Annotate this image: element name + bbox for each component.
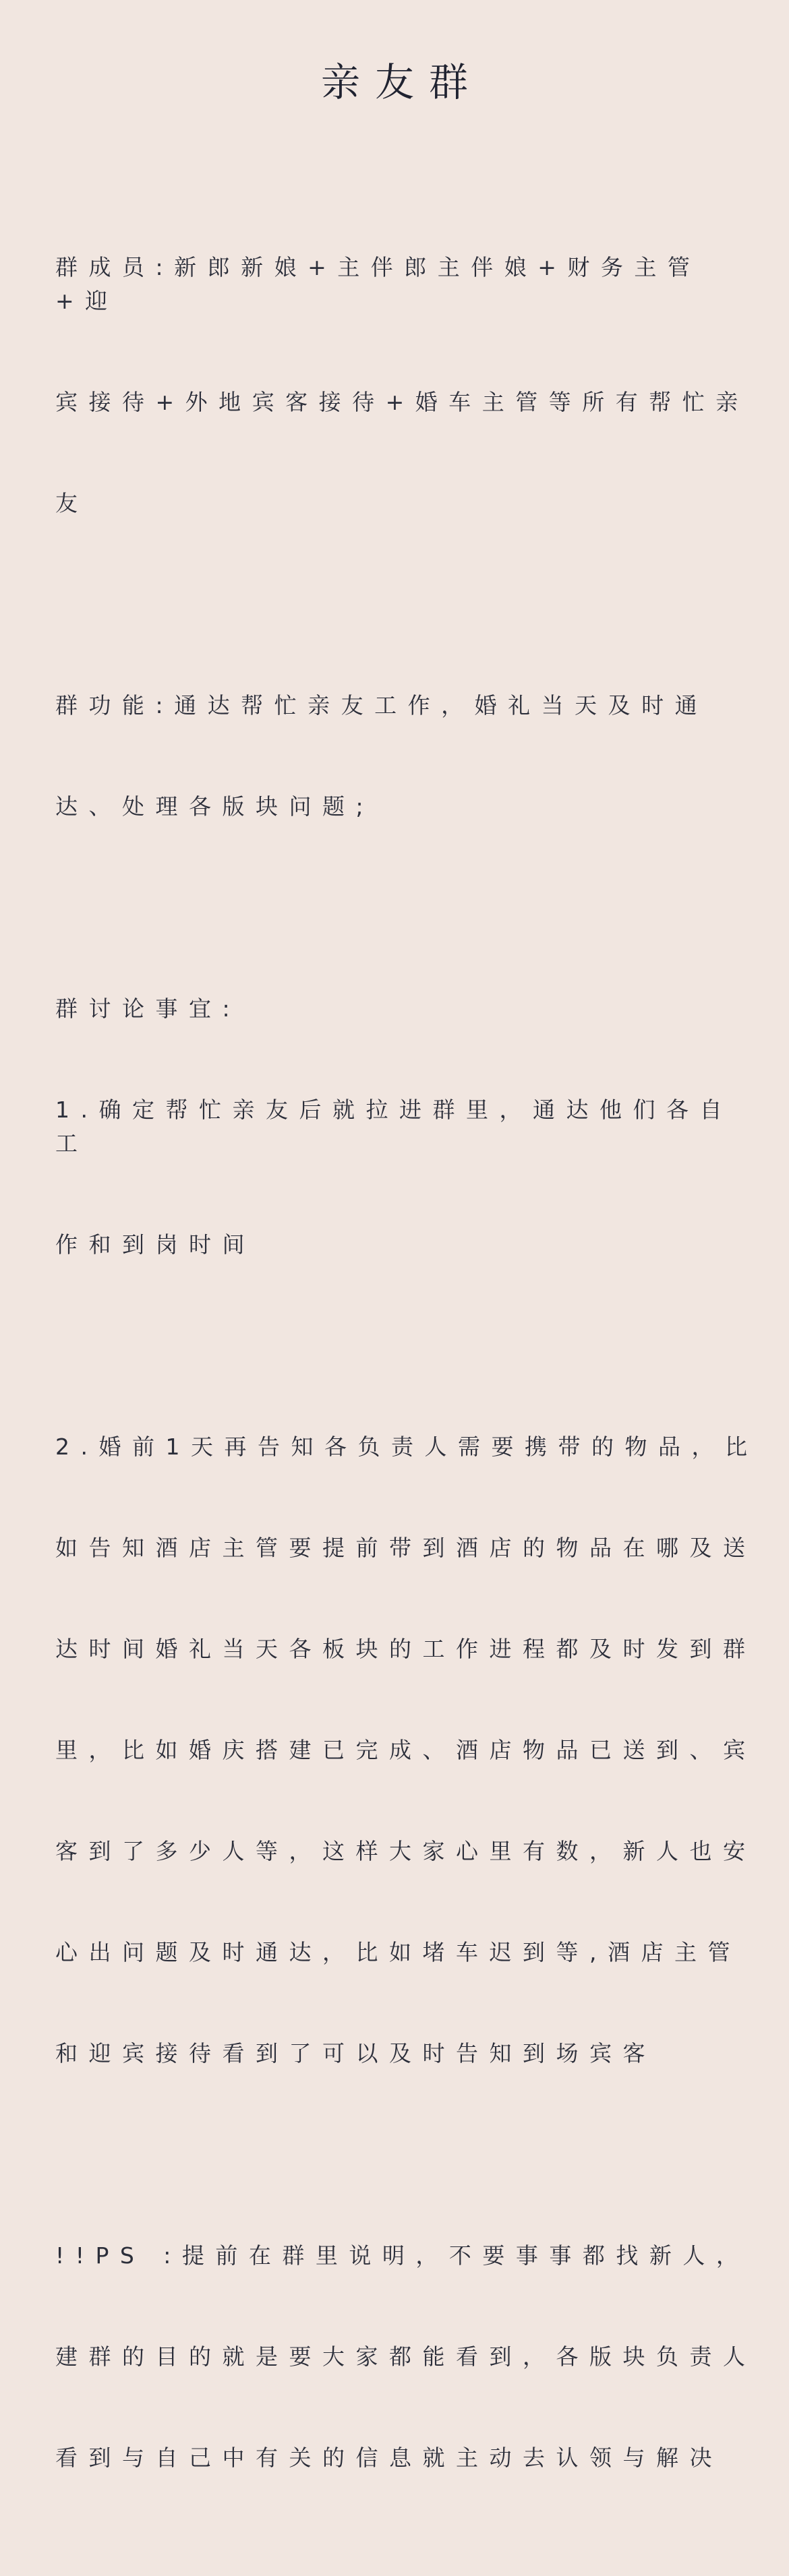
text-line: 和迎宾接待看到了可以及时告知到场宾客: [55, 2040, 656, 2066]
text-line: 友: [55, 490, 89, 516]
text-line: 2.婚前1天再告知各负责人需要携带的物品，比: [55, 1434, 759, 1460]
text-line: 群讨论事宜:: [55, 995, 241, 1022]
text-line: 达、处理各版块问题;: [55, 793, 375, 820]
text-line: 群成员:新郎新娘+主伴郎主伴娘+财务主管+迎: [55, 254, 701, 314]
text-line: 作和到岗时间: [55, 1231, 256, 1258]
text-line: 如告知酒店主管要提前带到酒店的物品在哪及送: [55, 1535, 757, 1561]
text-line: 宾接待+外地宾客接待+婚车主管等所有帮忙亲: [55, 389, 749, 415]
text-line: 建群的目的就是要大家都能看到，各版块负责人: [55, 2343, 757, 2370]
paragraph-group-members: [55, 183, 760, 588]
text-line: 群功能:通达帮忙亲友工作，婚礼当天及时通: [55, 692, 709, 718]
text-line: !!PS :提前在群里说明，不要事事都找新人，: [55, 2242, 750, 2269]
text-line: 达时间婚礼当天各板块的工作进程都及时发到群: [55, 1636, 757, 1662]
paragraph-group-function: [55, 621, 760, 891]
paragraph-ps-note: [55, 2172, 760, 2542]
page-title: 亲友群: [320, 59, 483, 105]
document-body: [55, 183, 760, 2576]
paragraph-discussion-items: [55, 925, 760, 1329]
text-line: 看到与自己中有关的信息就主动去认领与解决: [55, 2445, 723, 2471]
text-line: 1.确定帮忙亲友后就拉进群里，通达他们各自工: [55, 1097, 733, 1157]
text-line: 客到了多少人等，这样大家心里有数，新人也安: [55, 1838, 757, 1864]
paragraph-item-two: [55, 1363, 760, 2138]
text-line: 里，比如婚庆搭建已完成、酒店物品已送到、宾: [55, 1737, 757, 1763]
text-line: 心出问题及时通达，比如堵车迟到等,酒店主管: [55, 1939, 741, 1965]
